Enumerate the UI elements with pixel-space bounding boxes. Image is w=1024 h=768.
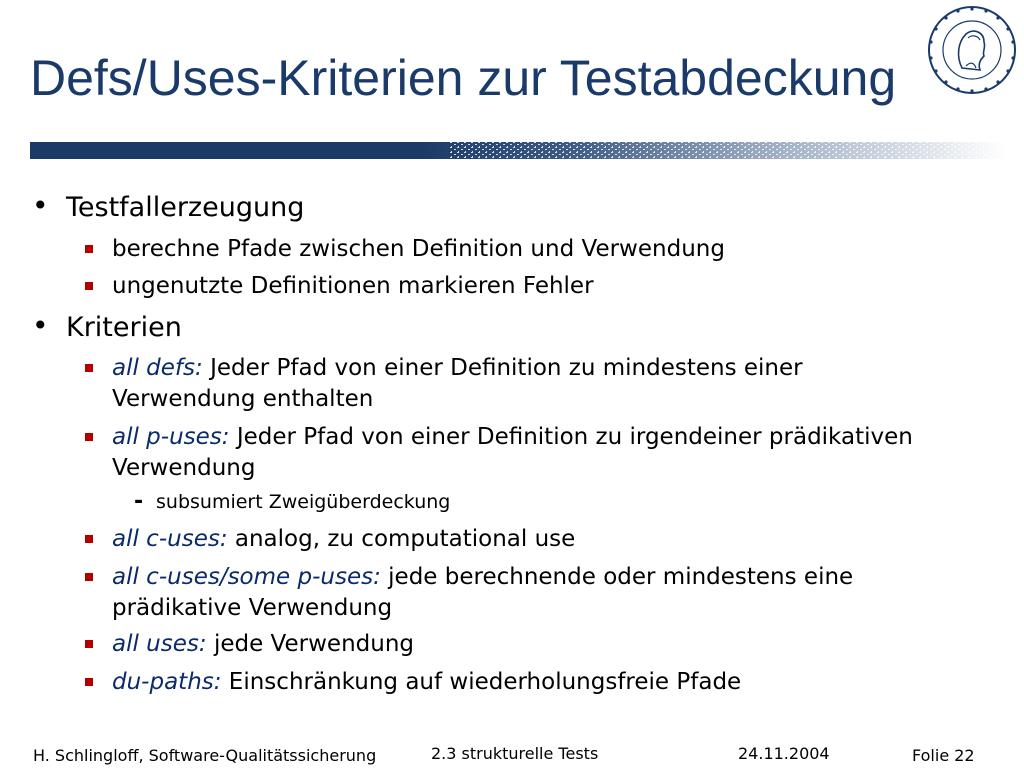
slide-title: Defs/Uses-Kriterien zur Testabdeckung [30,50,897,106]
sub-bullet-item [112,271,1002,302]
criterion-item [112,422,1002,484]
criterion-item [112,353,1002,415]
footer-author: H. Schlingloff, Software-Qualitätssicherung [33,746,377,765]
footer-page-number: Folie 22 [912,746,975,765]
bullet-square-icon [85,640,93,648]
criterion-desc: analog, zu computational use [227,526,576,552]
bullet-square-icon [85,573,93,581]
bullet-dot-icon: • [32,189,49,222]
criterion-item [112,667,1002,698]
sub-bullet-text: ungenutzte Definitionen markieren Fehler [112,273,594,299]
bullet-text: Kriterien [66,312,182,343]
criterion-desc: Einschränkung auf wiederholungsfreie Pfade [221,669,742,695]
criterion-item [112,562,1002,624]
sub-bullet-item [112,234,1002,265]
footer-chapter: 2.3 strukturelle Tests [431,744,599,763]
criterion-desc: Jeder Pfad von einer Definition zu mindestens einer [202,355,803,381]
bullet-square-icon [85,433,93,441]
criterion-term: all uses: [112,631,207,657]
criterion-desc-line2: Verwendung enthalten [112,386,374,412]
criterion-term: du-paths: [112,669,222,695]
criterion-term: all defs: [112,355,203,381]
criterion-desc-line2: Verwendung [112,455,256,481]
bullet-dot-icon: • [32,309,49,342]
footer-date: 24.11.2004 [738,744,830,763]
criterion-desc: jede berechnende oder mindestens eine [380,564,854,590]
criterion-desc: jede Verwendung [206,631,414,657]
sub-bullet-text: berechne Pfade zwischen Definition und Verwendung [112,236,725,262]
bullet-square-icon [85,364,93,372]
sub-sub-text: subsumiert Zweigüberdeckung [156,491,451,513]
criterion-term: all p-uses: [112,424,230,450]
bullet-square-icon [85,282,93,290]
bullet-item [32,189,305,224]
bullet-square-icon [85,678,93,686]
criterion-term: all c-uses/some p-uses: [112,564,381,590]
criterion-desc-line2: prädikative Verwendung [112,595,393,621]
criterion-desc: Jeder Pfad von einer Definition zu irgendeiner prädikativen [229,424,913,450]
bullet-item [32,309,182,344]
criterion-item [112,629,1002,660]
bullet-text: Testfallerzeugung [66,192,305,223]
bullet-square-icon [85,535,93,543]
bullet-square-icon [85,245,93,253]
dash-bullet-icon: - [134,489,144,514]
criterion-item [112,524,1002,555]
sub-sub-item [134,489,451,514]
criterion-term: all c-uses: [112,526,228,552]
